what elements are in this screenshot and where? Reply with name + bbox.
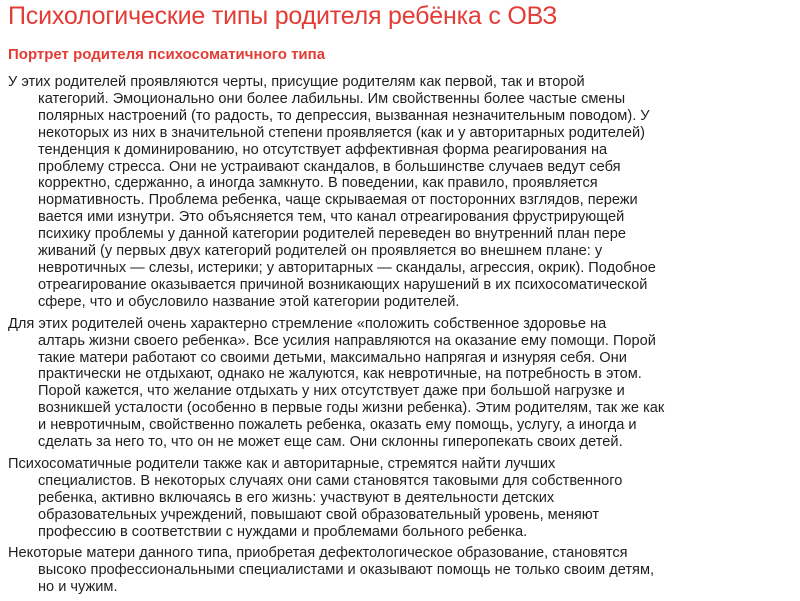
text-line: вается ими изнутри. Это объясняется тем, что канал отреагирования фрустрирующей — [38, 209, 625, 226]
text-line: высоко профессиональными специалистами и оказывают помощь не только своим детям, — [38, 562, 655, 579]
text-line: сфере, что и обусловило название этой категории родителей. — [38, 293, 460, 310]
text-line: проблему стресса. Они не устраивают скандалов, в большинстве случаев ведут себя — [38, 158, 621, 175]
text-line: нормативность. Проблема ребенка, чаще скрываемая от посторонних взглядов, пережи — [38, 192, 638, 209]
text-line: и невротичным, свойственно пожалеть ребенка, оказать ему помощь, услугу, а иногда и — [38, 417, 637, 434]
text-line: Для этих родителей очень характерно стремление «положить собственное здоровье на — [8, 315, 607, 332]
text-line: ребенка, активно включаясь в его жизнь: участвуют в деятельности детских — [38, 489, 555, 506]
paragraph — [8, 74, 794, 311]
page-title: Психологические типы родителя ребёнка с ОВЗ — [8, 2, 558, 30]
text-line: Порой кажется, что желание отдыхать у них отсутствует даже при большой нагрузке и — [38, 383, 625, 400]
text-line: корректно, сдержанно, а иногда замкнуто. В поведении, как правило, проявляется — [38, 175, 598, 192]
text-line: Психосоматичные родители также как и авторитарные, стремятся найти лучших — [8, 455, 556, 472]
text-line: категорий. Эмоционально они более лабильны. Им свойственны более частые смены — [38, 90, 626, 107]
text-line: но и чужим. — [38, 579, 118, 596]
text-line: психику проблемы у данной категории родителей переведен во внутренний план пере — [38, 226, 627, 243]
text-line: У этих родителей проявляются черты, присущие родителям как первой, так и второй — [8, 74, 585, 90]
text-line: сделать за него то, что он не может еще сам. Они склонны гиперопекать своих детей. — [38, 434, 623, 451]
text-line: Некоторые матери данного типа, приобретая дефектологическое образование, становятся — [8, 545, 628, 562]
text-line: некоторых из них в значительной степени проявляется (как и у авторитарных родителей) — [38, 124, 645, 141]
article-body — [8, 74, 794, 601]
text-line: специалистов. В некоторых случаях они сами становятся таковыми для собственного — [38, 472, 623, 489]
text-line: возникшей усталости (особенно в первые годы жизни ребенка). Этим родителям, так же как — [38, 400, 665, 417]
text-line: полярных настроений (то радость, то депрессия, вызванная незначительным поводом). У — [38, 107, 650, 124]
text-line: тенденция к доминированию, но отсутствует аффективная форма реагирования на — [38, 141, 608, 158]
text-line: практически не отдыхают, однако не жалуются, как невротичные, на потребность в этом. — [38, 366, 642, 383]
paragraph — [8, 456, 794, 541]
text-line: образовательных учреждений, повышают свой образовательный уровень, меняют — [38, 506, 600, 523]
text-line: алтарь жизни своего ребенка». Все усилия направляются на оказание ему помощи. Порой — [38, 332, 656, 349]
text-line: такие матери работают со своими детьми, максимально напрягая и изнуряя себя. Они — [38, 349, 627, 366]
text-line: невротичных — слезы, истерики; у авторитарных — скандалы, агрессия, окрик). Подобное — [38, 259, 656, 276]
text-line: отреагирование оказывается причиной возникающих нарушений в их психосоматической — [38, 276, 648, 293]
paragraph — [8, 545, 794, 596]
text-line: профессию в соответствии с нуждами и проблемами больного ребенка. — [38, 523, 528, 540]
section-subtitle: Портрет родителя психосоматичного типа — [8, 46, 326, 63]
text-line: живаний (у первых двух категорий родителей он проявляется во внешнем плане: у — [38, 243, 603, 260]
paragraph — [8, 316, 794, 451]
